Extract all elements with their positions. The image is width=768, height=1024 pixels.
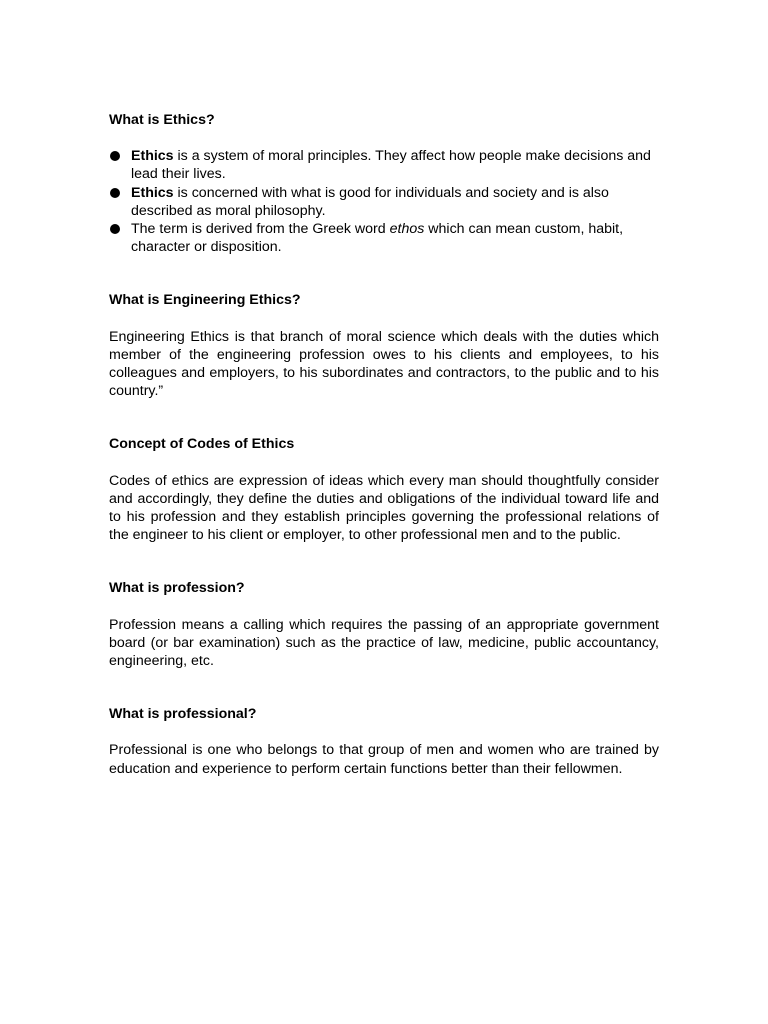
bullet-icon	[110, 188, 120, 198]
italic-term: ethos	[389, 221, 425, 238]
section-heading: What is Engineering Ethics?	[109, 292, 301, 309]
bullet-icon	[110, 151, 120, 161]
section-heading: Concept of Codes of Ethics	[109, 436, 295, 453]
bullet-icon	[110, 224, 120, 234]
bullet-list	[109, 147, 659, 256]
section-paragraph: Codes of ethics are expression of ideas which every man should thoughtfully consider and accordingly, they define the duties and obligations of the individual toward life and to his profession and they establish principles governing the professional relations of the engineer to his client or employer, to other professional men and to the public.	[109, 472, 659, 544]
bold-term: Ethics	[131, 148, 174, 165]
section-paragraph: Engineering Ethics is that branch of moral science which deals with the duties which member of the engineering profession owes to his clients and employees, to his colleagues and employers, to his subordinates and contractors, to the public and to his country.”	[109, 328, 659, 400]
bold-term: Ethics	[131, 184, 174, 201]
section-professional	[109, 705, 659, 778]
list-item-text: is a system of moral principles. They affect how people make decisions and lead their lives.	[131, 148, 651, 183]
section-heading: What is professional?	[109, 706, 257, 723]
document-page	[109, 111, 659, 778]
section-codes-of-ethics	[109, 435, 659, 544]
section-engineering-ethics	[109, 291, 659, 400]
section-heading: What is Ethics?	[109, 112, 215, 128]
list-item	[109, 184, 659, 220]
section-paragraph: Professional is one who belongs to that group of men and women who are trained by education and experience to perform certain functions better than their fellowmen.	[109, 742, 659, 777]
section-what-is-ethics	[109, 111, 659, 256]
list-item-text: The term is derived from the Greek word	[131, 221, 390, 238]
list-item-text: which can mean custom, habit, character or disposition.	[131, 221, 624, 256]
list-item	[109, 147, 659, 183]
list-item-text: is concerned with what is good for individuals and society and is also described as moral philosophy.	[131, 184, 609, 219]
section-heading: What is profession?	[109, 580, 245, 597]
section-paragraph: Profession means a calling which requires the passing of an appropriate government board (or bar examination) such as the practice of law, medicine, public accountancy, engineering, etc.	[109, 616, 659, 670]
list-item	[109, 220, 659, 256]
section-profession	[109, 579, 659, 670]
